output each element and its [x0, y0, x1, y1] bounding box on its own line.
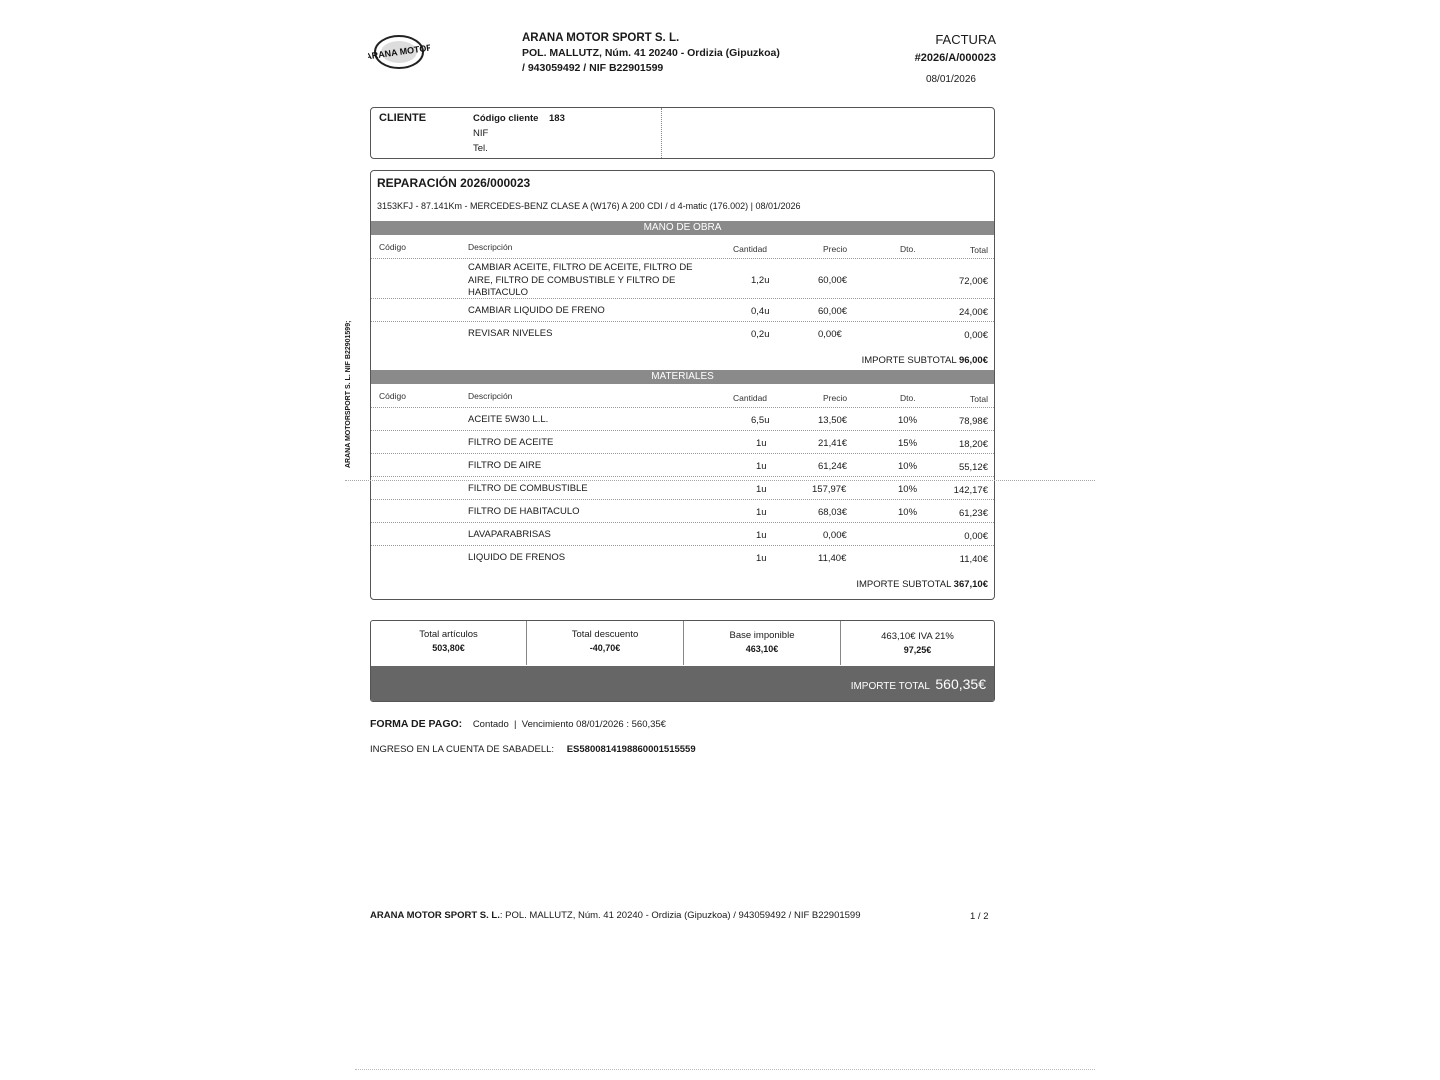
labor-qty: 1,2u — [751, 275, 770, 286]
company-logo — [368, 32, 430, 72]
invoice-number: #2026/A/000023 — [914, 52, 996, 64]
material-dto: 10% — [898, 507, 918, 518]
material-total: 78,98€ — [958, 416, 988, 427]
payment-due: Vencimiento 08/01/2026 : 560,35€ — [521, 719, 666, 730]
payment-info — [370, 718, 666, 730]
svg-text:ARANA MOTOR: ARANA MOTOR — [368, 42, 430, 62]
total-articles-label: Total artículos — [419, 629, 478, 640]
labor-band: MANO DE OBRA — [371, 221, 994, 235]
labor-total: 0,00€ — [964, 330, 988, 341]
footer — [370, 910, 861, 921]
totals-box — [370, 620, 995, 702]
materials-subtotal-value: 367,10€ — [953, 579, 988, 590]
grand-total-label: IMPORTE TOTAL — [850, 681, 930, 692]
total-discount-value: -40,70€ — [589, 643, 621, 653]
bank-account-label: INGRESO EN LA CUENTA DE SABADELL: — [370, 744, 555, 755]
client-box — [370, 107, 995, 159]
material-desc: FILTRO DE COMBUSTIBLE — [468, 483, 588, 494]
materials-subtotal-label: IMPORTE SUBTOTAL — [856, 579, 952, 590]
materials-band: MATERIALES — [371, 370, 994, 384]
labor-price: 0,00€ — [818, 329, 842, 340]
bank-iban: ES5800814198860001515559 — [566, 744, 696, 755]
footer-details: : POL. MALLUTZ, Núm. 41 20240 - Ordizia (Gipuzkoa) / 943059492 / NIF B22901599 — [499, 910, 861, 921]
row-divider — [371, 430, 994, 431]
scan-line — [345, 480, 1095, 481]
labor-desc-line: HABITACULO — [468, 287, 529, 298]
total-discount-label: Total descuento — [571, 629, 639, 640]
labor-qty: 0,4u — [751, 306, 770, 317]
client-divider — [661, 108, 662, 158]
material-dto: 10% — [898, 415, 918, 426]
payment-separator: | — [514, 719, 517, 730]
material-price: 68,03€ — [818, 507, 848, 518]
material-total: 55,12€ — [958, 462, 988, 473]
material-desc: FILTRO DE ACEITE — [468, 437, 554, 448]
material-total: 18,20€ — [958, 439, 988, 450]
material-qty: 1u — [756, 484, 767, 495]
material-desc: LIQUIDO DE FRENOS — [468, 552, 566, 563]
col-price: Precio — [823, 393, 848, 403]
material-desc: LAVAPARABRISAS — [468, 529, 551, 540]
material-desc: ACEITE 5W30 L.L. — [468, 414, 549, 425]
material-qty: 1u — [756, 438, 767, 449]
labor-total: 24,00€ — [958, 307, 988, 318]
material-desc: FILTRO DE HABITACULO — [468, 506, 580, 517]
company-address: POL. MALLUTZ, Núm. 41 20240 - Ordizia (Gipuzkoa) — [522, 47, 780, 59]
grand-total — [851, 676, 986, 692]
material-qty: 1u — [756, 507, 767, 518]
material-total: 61,23€ — [958, 508, 988, 519]
company-name: ARANA MOTOR SPORT S. L. — [522, 32, 680, 44]
labor-total: 72,00€ — [958, 276, 988, 287]
material-price: 0,00€ — [823, 530, 847, 541]
row-divider — [371, 522, 994, 523]
material-qty: 1u — [756, 553, 767, 564]
page-number: 1 / 2 — [970, 911, 989, 922]
payment-label: FORMA DE PAGO: — [370, 718, 463, 730]
labor-price: 60,00€ — [818, 306, 848, 317]
repair-box — [370, 170, 995, 600]
labor-subtotal-label: IMPORTE SUBTOTAL — [861, 355, 957, 366]
material-total: 142,17€ — [953, 485, 988, 496]
row-divider — [371, 407, 994, 408]
client-code-value: 183 — [549, 113, 565, 124]
row-divider — [371, 453, 994, 454]
repair-title: REPARACIÓN 2026/000023 — [377, 176, 531, 190]
labor-desc-line: AIRE, FILTRO DE COMBUSTIBLE Y FILTRO DE — [468, 274, 676, 286]
scan-line — [355, 1069, 1095, 1070]
client-fields — [473, 111, 565, 156]
col-description: Descripción — [468, 391, 513, 401]
vat-value: 97,25€ — [903, 645, 932, 655]
vehicle-info: 3153KFJ - 87.141Km - MERCEDES-BENZ CLASE A (W176) A 200 CDI / d 4-matic (176.002) | 08/01/2026 — [377, 201, 801, 211]
col-code: Código — [379, 391, 406, 401]
payment-method: Contado — [472, 719, 509, 730]
footer-company: ARANA MOTOR SPORT S. L. — [370, 910, 500, 921]
col-price: Precio — [823, 244, 848, 254]
invoice-date: 08/01/2026 — [925, 74, 976, 85]
row-divider — [371, 545, 994, 546]
side-legal-text — [345, 318, 359, 468]
client-nif-label: NIF — [473, 128, 489, 139]
bank-account — [370, 744, 696, 755]
material-price: 21,41€ — [818, 438, 848, 449]
col-discount: Dto. — [900, 244, 916, 254]
row-divider — [371, 321, 994, 322]
grand-total-value: 560,35€ — [935, 676, 986, 692]
materials-subtotal — [856, 579, 988, 590]
col-quantity: Cantidad — [733, 393, 768, 403]
material-qty: 6,5u — [751, 415, 770, 426]
labor-qty: 0,2u — [751, 329, 770, 340]
material-price: 157,97€ — [812, 484, 847, 495]
total-articles-value: 503,80€ — [432, 643, 465, 653]
material-total: 11,40€ — [959, 554, 988, 565]
labor-subtotal-value: 96,00€ — [958, 355, 988, 366]
labor-subtotal — [862, 355, 988, 366]
taxable-base-value: 463,10€ — [745, 644, 779, 654]
material-qty: 1u — [756, 530, 767, 541]
client-code-label: Código cliente — [473, 113, 539, 124]
labor-desc: REVISAR NIVELES — [468, 328, 553, 339]
vat-label: 463,10€ IVA 21% — [881, 631, 954, 642]
row-divider — [371, 476, 994, 477]
labor-desc — [468, 262, 693, 300]
col-quantity: Cantidad — [733, 244, 768, 254]
material-qty: 1u — [756, 461, 767, 472]
material-dto: 10% — [898, 484, 918, 495]
side-legal-label: ARANA MOTORSPORT S. L. NIF B22901599; — [345, 320, 352, 468]
material-price: 13,50€ — [818, 415, 848, 426]
col-description: Descripción — [468, 242, 513, 252]
company-phone-nif: / 943059492 / NIF B22901599 — [522, 62, 664, 74]
labor-row — [371, 262, 994, 298]
company-header — [522, 31, 780, 76]
col-code: Código — [379, 242, 406, 252]
material-desc: FILTRO DE AIRE — [468, 460, 542, 471]
material-dto: 15% — [898, 438, 918, 449]
document-type: FACTURA — [935, 32, 996, 47]
material-price: 11,40€ — [818, 553, 847, 564]
col-total: Total — [970, 394, 988, 404]
row-divider — [371, 298, 994, 299]
grand-total-band — [371, 666, 994, 702]
client-tel-label: Tel. — [473, 143, 488, 154]
material-price: 61,24€ — [818, 461, 848, 472]
labor-desc: CAMBIAR LIQUIDO DE FRENO — [468, 305, 605, 316]
material-total: 0,00€ — [964, 531, 988, 542]
labor-price: 60,00€ — [818, 275, 848, 286]
row-divider — [371, 499, 994, 500]
row-divider — [371, 258, 994, 259]
taxable-base-label: Base imponible — [729, 630, 795, 641]
col-total: Total — [970, 245, 988, 255]
col-discount: Dto. — [900, 393, 916, 403]
client-label: CLIENTE — [379, 112, 427, 124]
material-dto: 10% — [898, 461, 918, 472]
labor-desc-line: CAMBIAR ACEITE, FILTRO DE ACEITE, FILTRO DE — [468, 262, 693, 273]
